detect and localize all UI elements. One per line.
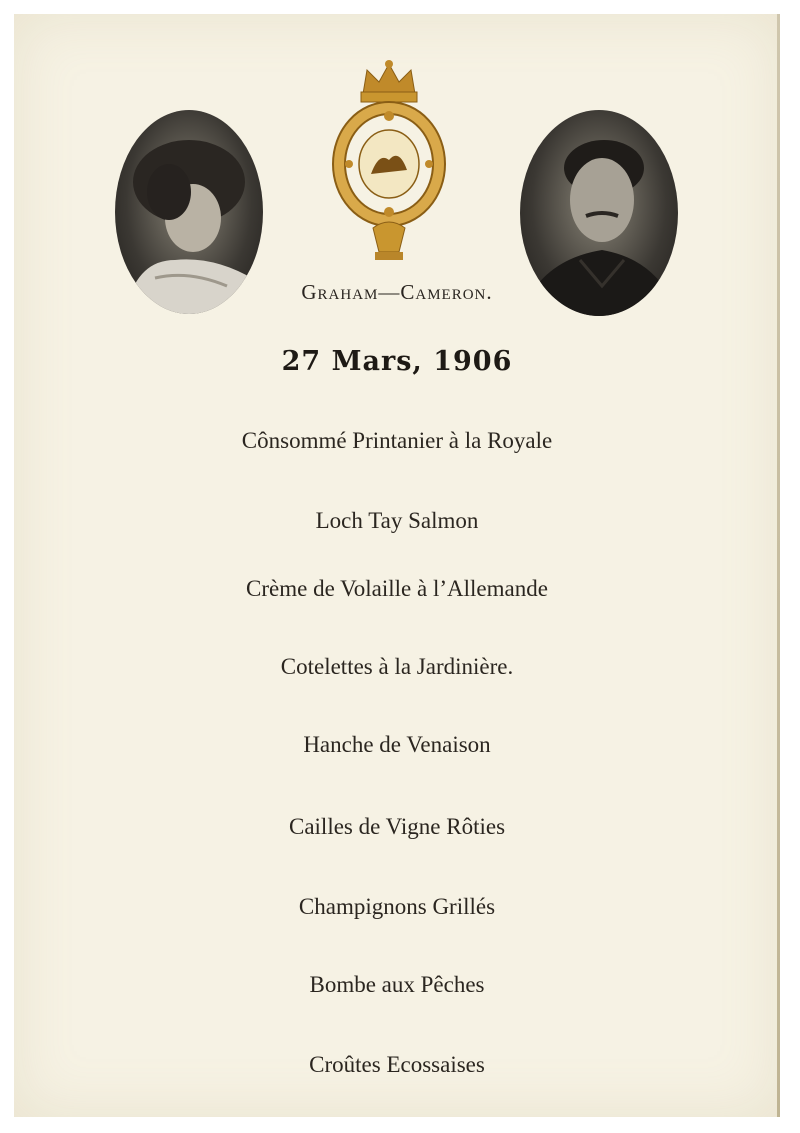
menu-course: Hanche de Venaison bbox=[303, 732, 491, 757]
couple-names: Graham—Cameron. bbox=[301, 280, 493, 304]
menu-course: Crème de Volaille à l’Allemande bbox=[246, 576, 548, 601]
menu-course: Champignons Grillés bbox=[298, 894, 496, 919]
menu-course: Cailles de Vigne Rôties bbox=[288, 814, 506, 839]
menu-course: Bombe aux Pêches bbox=[309, 972, 485, 997]
menu-course: Croûtes Ecossaises bbox=[309, 1052, 485, 1077]
menu-card bbox=[14, 14, 780, 1117]
card-edge bbox=[777, 14, 780, 1117]
garter-crest-icon bbox=[327, 56, 451, 264]
menu-course: Cônsommé Printanier à la Royale bbox=[241, 428, 553, 453]
menu-course: Loch Tay Salmon bbox=[315, 508, 479, 533]
menu-course: Cotelettes à la Jardinière. bbox=[280, 654, 514, 679]
wedding-date: 27 Mars, 1906 bbox=[281, 346, 513, 377]
